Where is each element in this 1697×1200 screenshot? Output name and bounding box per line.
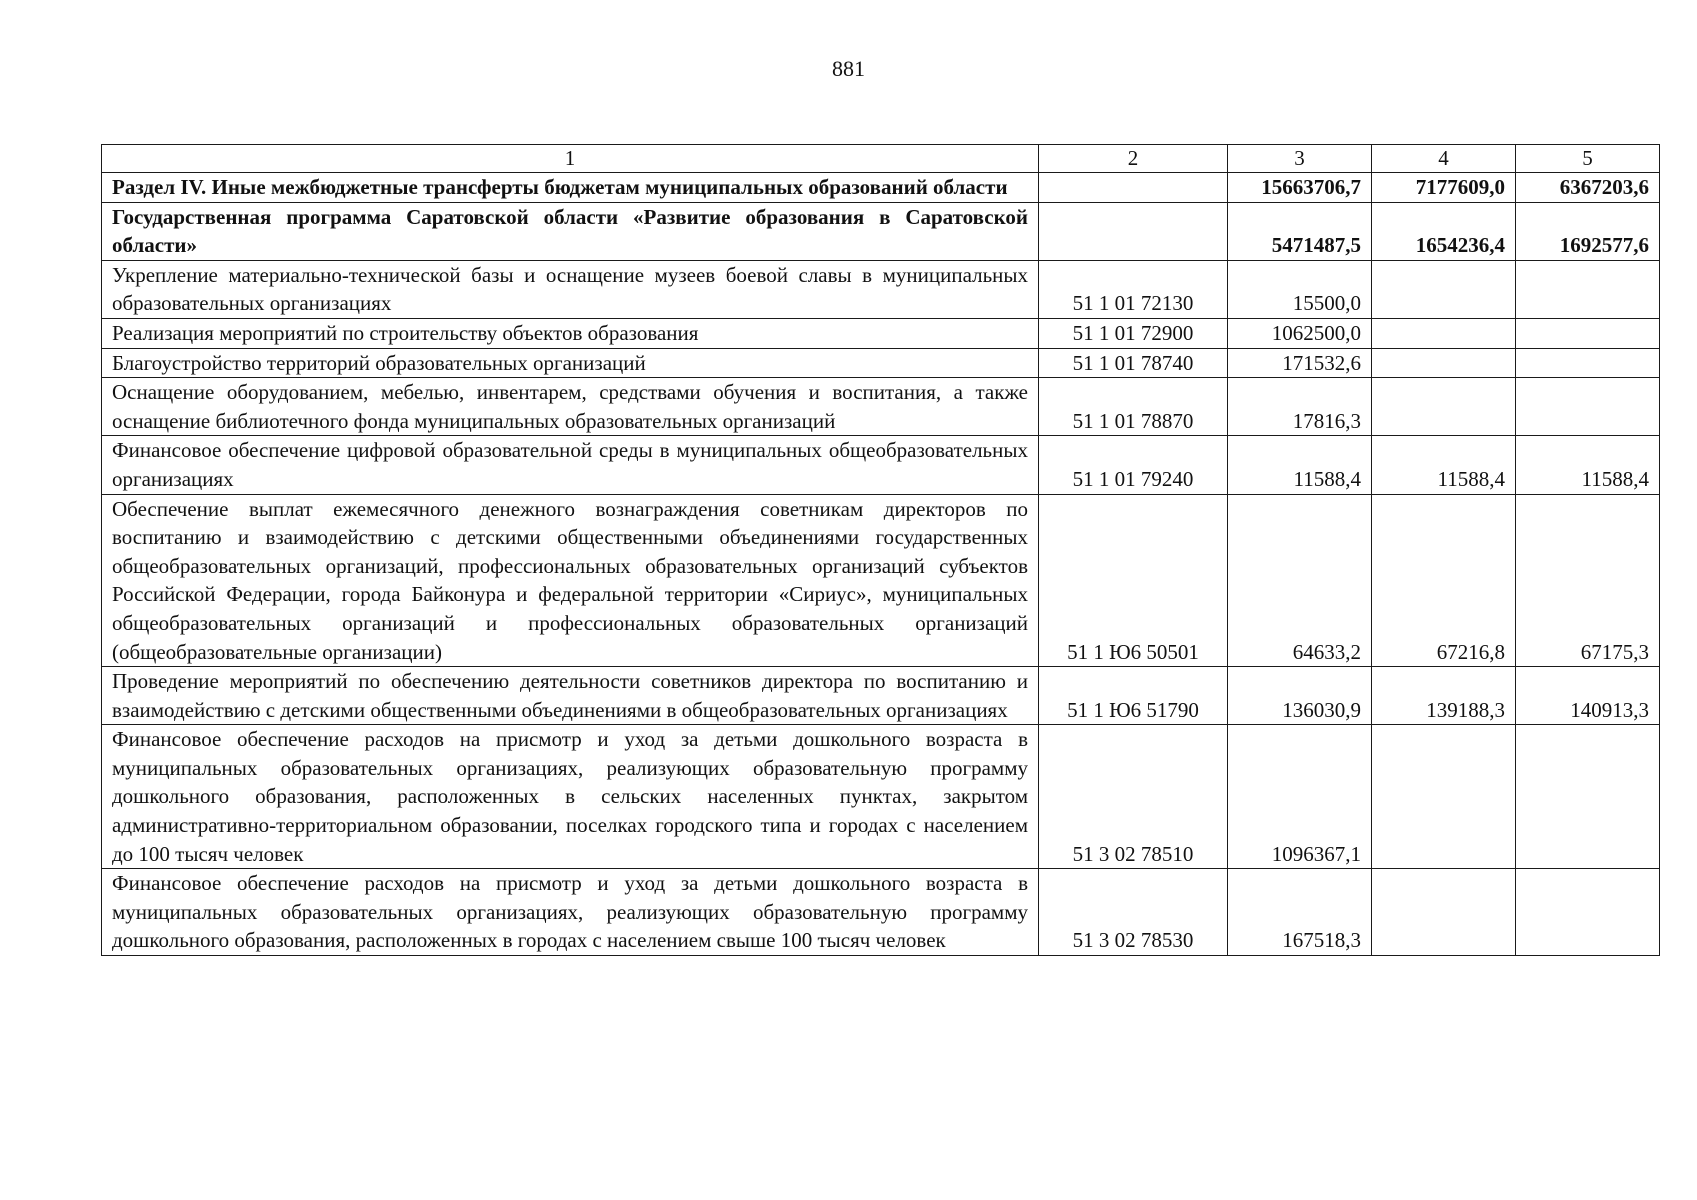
- row-name-cell: Благоустройство территорий образовательных организаций: [102, 348, 1039, 378]
- row-value-col5-cell: [1516, 378, 1660, 436]
- page-number: 881: [832, 56, 865, 81]
- row-value-col3-cell: 1062500,0: [1228, 318, 1372, 348]
- row-value-col3-cell: 136030,9: [1228, 667, 1372, 725]
- table-row: [102, 725, 1660, 869]
- column-number-4: 4: [1372, 145, 1516, 173]
- table-row: [102, 173, 1660, 203]
- row-value-col4-cell: [1372, 348, 1516, 378]
- table-row: [102, 494, 1660, 667]
- row-name-cell: Финансовое обеспечение расходов на присмотр и уход за детьми дошкольного возраста в муниципальных образовательных организациях, реализующих образовательную программу дошкольного образования, расположенных в городах с населением свыше 100 тысяч человек: [102, 869, 1039, 956]
- table-header-row: [102, 145, 1660, 173]
- row-value-col5-cell: [1516, 348, 1660, 378]
- row-name-cell: Раздел IV. Иные межбюджетные трансферты бюджетам муниципальных образований области: [102, 173, 1039, 203]
- row-code-cell: 51 3 02 78530: [1039, 869, 1228, 956]
- row-code-cell: 51 1 01 79240: [1039, 436, 1228, 494]
- row-value-col5-cell: 1692577,6: [1516, 202, 1660, 260]
- row-code-cell: 51 3 02 78510: [1039, 725, 1228, 869]
- row-name-cell: Проведение мероприятий по обеспечению деятельности советников директора по воспитанию и взаимодействию с детскими общественными объединениями в общеобразовательных организациях: [102, 667, 1039, 725]
- budget-table: [101, 144, 1660, 956]
- row-code-cell: 51 1 01 78740: [1039, 348, 1228, 378]
- row-name-cell: Финансовое обеспечение расходов на присмотр и уход за детьми дошкольного возраста в муниципальных образовательных организациях, реализующих образовательную программу дошкольного образования, расположенных в сельских населенных пунктах, закрытом административно-территориальном образовании, поселках городского типа и городах с населением до 100 тысяч человек: [102, 725, 1039, 869]
- row-value-col3-cell: 11588,4: [1228, 436, 1372, 494]
- row-code-cell: [1039, 173, 1228, 203]
- row-value-col3-cell: 5471487,5: [1228, 202, 1372, 260]
- column-number-2: 2: [1039, 145, 1228, 173]
- row-name-cell: Государственная программа Саратовской области «Развитие образования в Саратовской области»: [102, 202, 1039, 260]
- row-code-cell: 51 1 Ю6 50501: [1039, 494, 1228, 667]
- row-name-cell: Реализация мероприятий по строительству объектов образования: [102, 318, 1039, 348]
- row-value-col5-cell: [1516, 725, 1660, 869]
- row-code-cell: 51 1 01 78870: [1039, 378, 1228, 436]
- table-row: [102, 260, 1660, 318]
- table-row: [102, 869, 1660, 956]
- row-value-col4-cell: 67216,8: [1372, 494, 1516, 667]
- row-value-col3-cell: 171532,6: [1228, 348, 1372, 378]
- row-name-cell: Финансовое обеспечение цифровой образовательной среды в муниципальных общеобразовательных организациях: [102, 436, 1039, 494]
- column-number-3: 3: [1228, 145, 1372, 173]
- row-code-cell: 51 1 Ю6 51790: [1039, 667, 1228, 725]
- row-value-col4-cell: 7177609,0: [1372, 173, 1516, 203]
- table-row: [102, 202, 1660, 260]
- row-name-cell: Укрепление материально-технической базы и оснащение музеев боевой славы в муниципальных образовательных организациях: [102, 260, 1039, 318]
- row-value-col3-cell: 15500,0: [1228, 260, 1372, 318]
- row-value-col4-cell: 1654236,4: [1372, 202, 1516, 260]
- row-value-col4-cell: [1372, 260, 1516, 318]
- row-value-col5-cell: 140913,3: [1516, 667, 1660, 725]
- table-row: [102, 436, 1660, 494]
- row-value-col3-cell: 1096367,1: [1228, 725, 1372, 869]
- row-name-cell: Оснащение оборудованием, мебелью, инвентарем, средствами обучения и воспитания, а также оснащение библиотечного фонда муниципальных образовательных организаций: [102, 378, 1039, 436]
- row-value-col5-cell: [1516, 869, 1660, 956]
- column-number-1: 1: [102, 145, 1039, 173]
- column-number-5: 5: [1516, 145, 1660, 173]
- row-value-col5-cell: 67175,3: [1516, 494, 1660, 667]
- row-value-col5-cell: 11588,4: [1516, 436, 1660, 494]
- row-value-col3-cell: 167518,3: [1228, 869, 1372, 956]
- row-value-col3-cell: 64633,2: [1228, 494, 1372, 667]
- row-value-col4-cell: 11588,4: [1372, 436, 1516, 494]
- row-value-col3-cell: 17816,3: [1228, 378, 1372, 436]
- table-row: [102, 378, 1660, 436]
- table-row: [102, 667, 1660, 725]
- row-code-cell: 51 1 01 72130: [1039, 260, 1228, 318]
- row-value-col3-cell: 15663706,7: [1228, 173, 1372, 203]
- row-value-col4-cell: [1372, 318, 1516, 348]
- row-value-col5-cell: [1516, 318, 1660, 348]
- table-row: [102, 318, 1660, 348]
- row-code-cell: 51 1 01 72900: [1039, 318, 1228, 348]
- row-value-col4-cell: [1372, 725, 1516, 869]
- row-name-cell: Обеспечение выплат ежемесячного денежного вознаграждения советникам директоров по воспитанию и взаимодействию с детскими общественными объединениями государственных общеобразовательных организаций, профессиональных образовательных организаций субъектов Российской Федерации, города Байконура и федеральной территории «Сириус», муниципальных общеобразовательных организаций и профессиональных образовательных организаций (общеобразовательные организации): [102, 494, 1039, 667]
- row-value-col4-cell: 139188,3: [1372, 667, 1516, 725]
- table-row: [102, 348, 1660, 378]
- row-value-col5-cell: 6367203,6: [1516, 173, 1660, 203]
- row-code-cell: [1039, 202, 1228, 260]
- row-value-col4-cell: [1372, 869, 1516, 956]
- row-value-col5-cell: [1516, 260, 1660, 318]
- row-value-col4-cell: [1372, 378, 1516, 436]
